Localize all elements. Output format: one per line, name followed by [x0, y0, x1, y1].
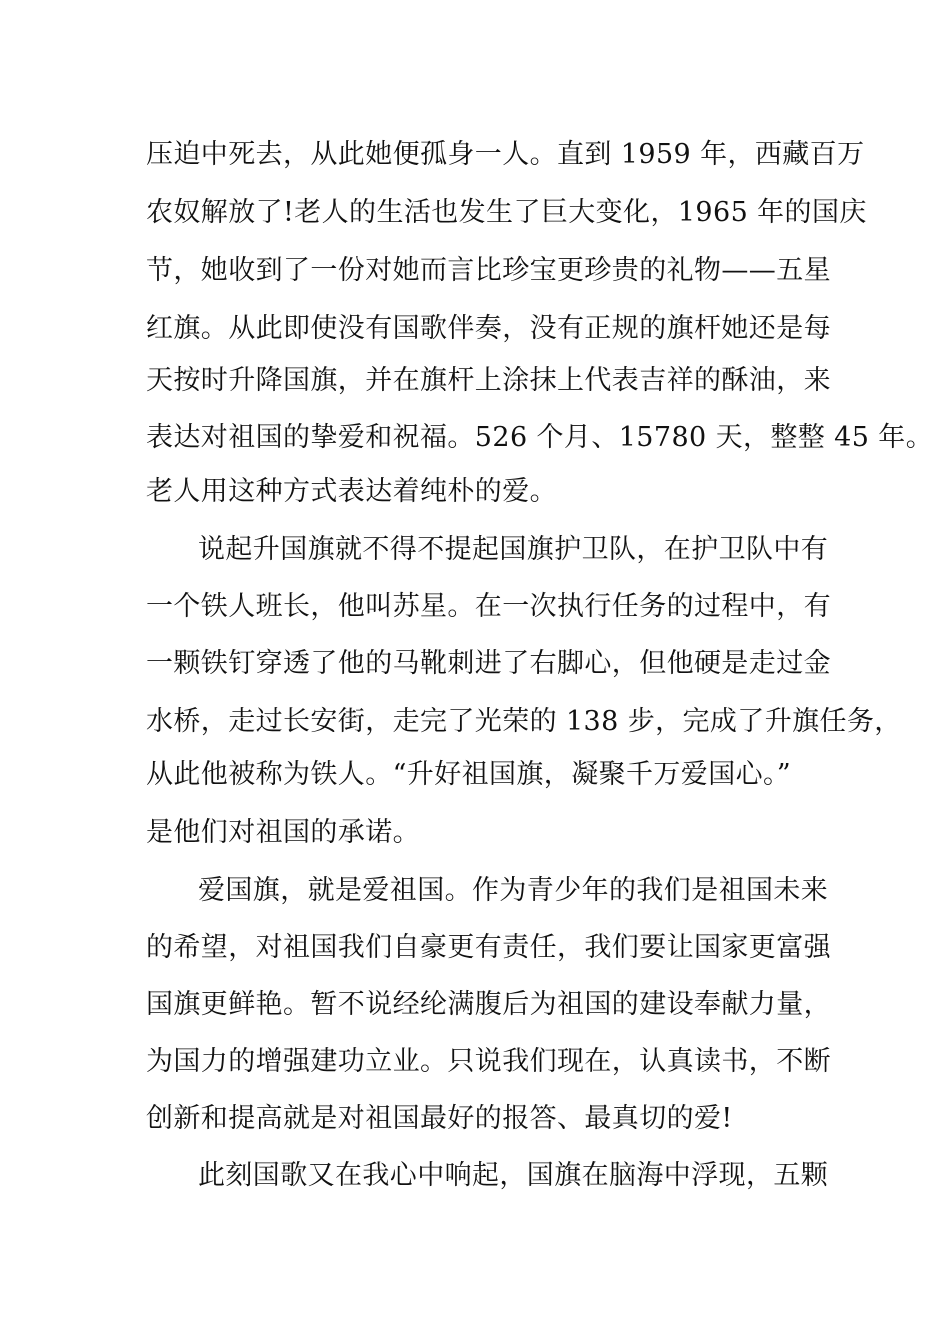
text-line: 老人用这种方式表达着纯朴的爱。 — [146, 476, 557, 507]
text-line: 一个铁人班长，他叫苏星。在一次执行任务的过程中，有 — [146, 591, 831, 622]
text-line: 节，她收到了一份对她而言比珍宝更珍贵的礼物——五星 — [146, 255, 831, 286]
text-line: 从此他被称为铁人。“升好祖国旗，凝聚千万爱国心。” — [146, 759, 792, 790]
text-line: 水桥，走过长安街，走完了光荣的 138 步，完成了升旗任务， — [146, 706, 902, 737]
paragraph-first-line: 此刻国歌又在我心中响起，国旗在脑海中浮现，五颗 — [198, 1160, 829, 1191]
text-line: 是他们对祖国的承诺。 — [146, 817, 420, 848]
text-line: 创新和提高就是对祖国最好的报答、最真切的爱! — [146, 1103, 733, 1134]
text-line: 国旗更鲜艳。暂不说经纶满腹后为祖国的建设奉献力量， — [146, 989, 831, 1020]
text-line: 为国力的增强建功立业。只说我们现在，认真读书，不断 — [146, 1046, 831, 1077]
paragraph-first-line: 说起升国旗就不得不提起国旗护卫队，在护卫队中有 — [198, 534, 829, 565]
text-line: 一颗铁钉穿透了他的马靴刺进了右脚心，但他硬是走过金 — [146, 648, 831, 679]
text-line: 表达对祖国的挚爱和祝福。526 个月、15780 天，整整 45 年。 — [146, 422, 934, 453]
text-line: 压迫中死去，从此她便孤身一人。直到 1959 年，西藏百万 — [146, 139, 865, 170]
text-line: 农奴解放了!老人的生活也发生了巨大变化，1965 年的国庆 — [146, 197, 867, 228]
text-line: 的希望，对祖国我们自豪更有责任，我们要让国家更富强 — [146, 932, 831, 963]
paragraph-first-line: 爱国旗，就是爱祖国。作为青少年的我们是祖国未来 — [198, 875, 829, 906]
text-line: 红旗。从此即使没有国歌伴奏，没有正规的旗杆她还是每 — [146, 313, 831, 344]
text-line: 天按时升降国旗，并在旗杆上涂抹上代表吉祥的酥油，来 — [146, 365, 831, 396]
